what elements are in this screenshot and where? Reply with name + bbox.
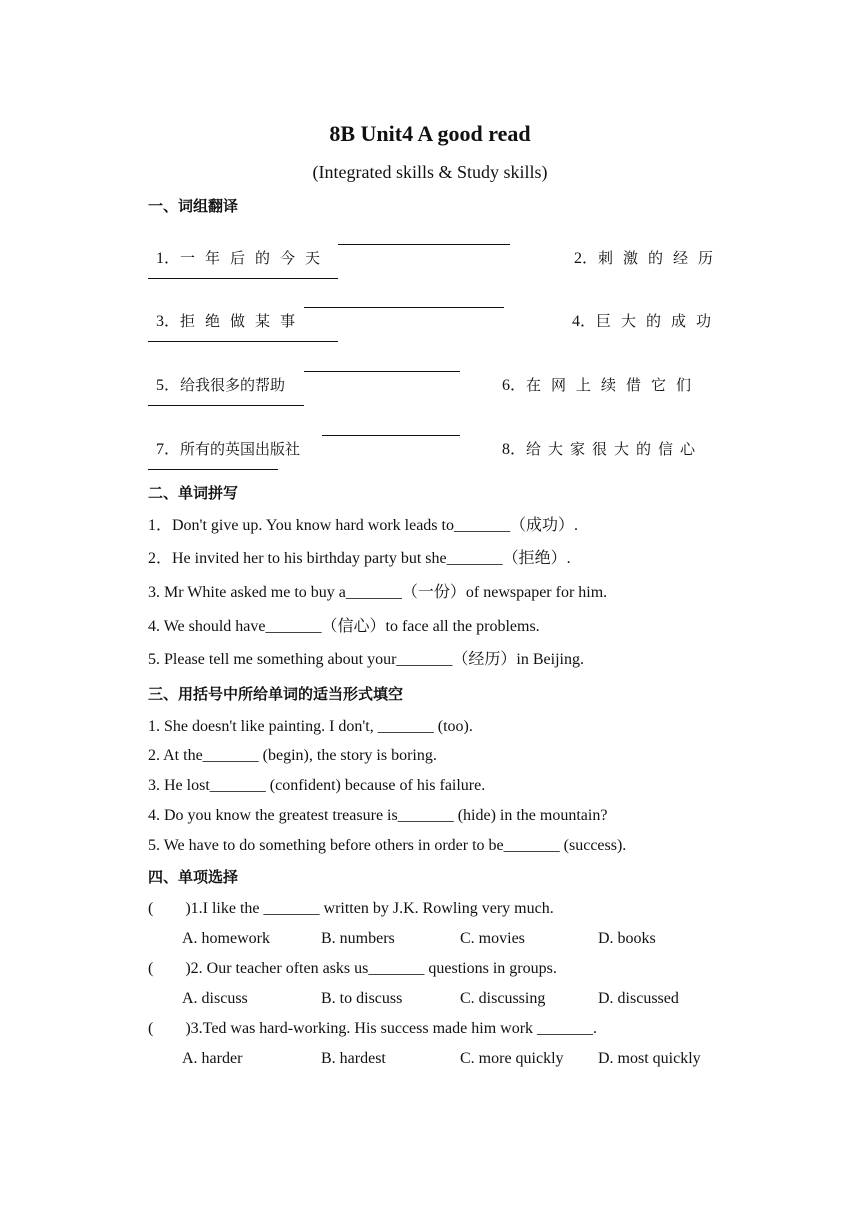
phrase-item-2: [566, 228, 723, 269]
phrase-text: 刺激的经历: [598, 249, 724, 267]
option-b[interactable]: B. to discuss: [321, 990, 403, 1007]
page-title: 8B Unit4 A good read: [329, 121, 531, 146]
item-number: 4．: [572, 313, 597, 330]
option-b[interactable]: B. numbers: [321, 930, 395, 947]
answer-blank[interactable]: [148, 391, 304, 406]
phrase-text: 所有的英国出版社: [180, 440, 301, 458]
word-form-item-5: 5. We have to do something before others in order to be_______ (success).: [148, 837, 627, 854]
phrase-item-1: [148, 228, 330, 269]
option-d[interactable]: D. discussed: [598, 990, 679, 1007]
phrase-item-6: [494, 355, 701, 396]
answer-blank[interactable]: [148, 327, 338, 342]
word-form-item-4: 4. Do you know the greatest treasure is_______ (hide) in the mountain?: [148, 807, 608, 824]
answer-blank[interactable]: [148, 455, 278, 470]
option-d[interactable]: D. most quickly: [598, 1050, 701, 1067]
option-c[interactable]: C. movies: [460, 930, 525, 947]
phrase-item-7: [148, 419, 300, 460]
option-c[interactable]: C. discussing: [460, 990, 546, 1007]
phrase-item-4: [564, 291, 721, 332]
answer-blank[interactable]: [338, 230, 510, 245]
item-number: 8．: [502, 441, 527, 458]
page-subtitle: (Integrated skills & Study skills): [312, 162, 548, 182]
spelling-item-3: 3. Mr White asked me to buy a_______（一份）of newspaper for him.: [148, 584, 608, 601]
phrase-item-8: [494, 419, 702, 460]
question-stem-2: ( )2. Our teacher often asks us_______ questions in groups.: [148, 960, 557, 977]
item-number: 7．: [156, 441, 181, 458]
section-heading-multiple-choice: 四、单项选择: [148, 868, 239, 886]
spelling-item-5: 5. Please tell me something about your_______（经历）in Beijing.: [148, 651, 584, 668]
phrase-text: 在网上续借它们: [526, 376, 702, 394]
word-form-item-3: 3. He lost_______ (confident) because of his failure.: [148, 777, 486, 794]
option-a[interactable]: A. homework: [182, 930, 270, 947]
section-heading-word-forms: 三、用括号中所给单词的适当形式填空: [148, 685, 404, 703]
item-number: 6．: [502, 377, 527, 394]
option-a[interactable]: A. discuss: [182, 990, 248, 1007]
item-number: 1．: [156, 250, 181, 267]
option-c[interactable]: C. more quickly: [460, 1050, 564, 1067]
question-stem-1: ( )1.I like the _______ written by J.K. Rowling very much.: [148, 900, 554, 917]
spelling-item-2: 2．He invited her to his birthday party but she_______（拒绝）.: [148, 550, 571, 567]
answer-blank[interactable]: [304, 293, 504, 308]
option-d[interactable]: D. books: [598, 930, 656, 947]
phrase-item-3: [148, 291, 305, 332]
option-a[interactable]: A. harder: [182, 1050, 243, 1067]
phrase-text: 给大家很大的信心: [526, 440, 703, 458]
item-number: 2．: [574, 250, 599, 267]
spelling-item-1: 1．Don't give up. You know hard work leads to_______（成功）.: [148, 517, 578, 534]
answer-blank[interactable]: [322, 421, 460, 436]
option-b[interactable]: B. hardest: [321, 1050, 386, 1067]
item-number: 3．: [156, 313, 181, 330]
phrase-text: 给我很多的帮助: [180, 376, 286, 394]
answer-blank[interactable]: [148, 264, 338, 279]
answer-blank[interactable]: [304, 357, 460, 372]
section-heading-word-spelling: 二、单词拼写: [148, 484, 239, 502]
spelling-item-4: 4. We should have_______（信心）to face all the problems.: [148, 618, 540, 635]
word-form-item-2: 2. At the_______ (begin), the story is boring.: [148, 747, 437, 764]
phrase-text: 巨大的成功: [596, 312, 722, 330]
phrase-text: 一年后的今天: [180, 249, 331, 267]
item-number: 5．: [156, 377, 181, 394]
word-form-item-1: 1. She doesn't like painting. I don't, _______ (too).: [148, 718, 473, 735]
question-stem-3: ( )3.Ted was hard-working. His success made him work _______.: [148, 1020, 598, 1037]
phrase-text: 拒绝做某事: [180, 312, 306, 330]
section-heading-phrase-translation: 一、词组翻译: [148, 197, 239, 215]
phrase-item-5: [148, 355, 285, 396]
